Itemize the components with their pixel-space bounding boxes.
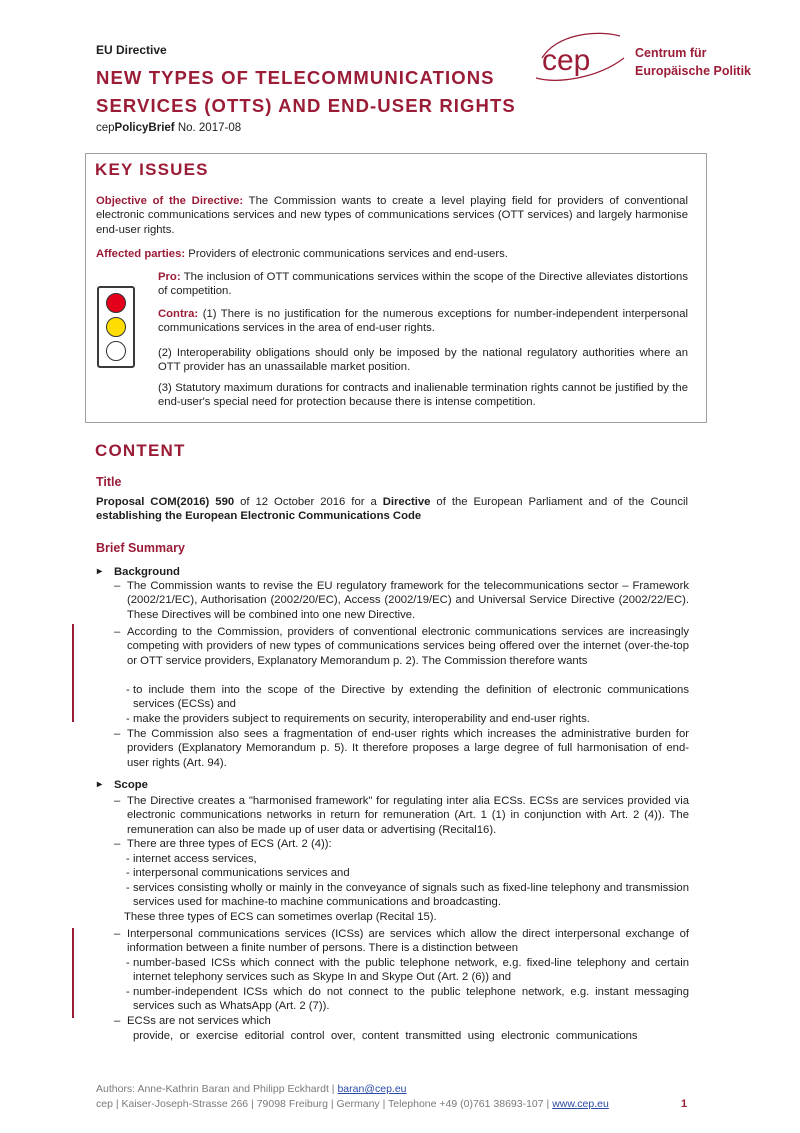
list-item: – Interpersonal communications services (ICSs) are services which allow the direct interpersonal exchange of information between a finite number of persons. There is a distinction between: [127, 927, 689, 956]
list-item: – The Commission also sees a fragmentation of end-user rights which increases the administrative burden for providers (Explanatory Memorandum p. 5). It therefore proposes a large degree of full harmonisation of end-user rights (Art. 94).: [127, 727, 689, 770]
pro-paragraph: [158, 270, 688, 299]
key-issues-heading: KEY ISSUES: [95, 160, 209, 179]
brief-prefix: cep: [96, 122, 115, 134]
brief-bold: PolicyBrief: [114, 122, 175, 134]
contra-paragraph-2: (2) Interoperability obligations should only be imposed by the national regulatory authorities where an OTT provider has an unassailable market position.: [158, 347, 688, 374]
sub-list-item: - provide, or exercise editorial control over, content transmitted using electronic communications: [133, 1029, 689, 1043]
affected-text: Providers of electronic communications services and end-users.: [185, 248, 508, 260]
objective-text: The Commission wants to create a level playing field for providers of conventional electronic communications services and new types of communications services (OTT services) and largely harmonise end-user rights.: [96, 195, 688, 236]
authors-text: Authors: Anne-Kathrin Baran and Philipp Eckhardt |: [96, 1083, 338, 1095]
contra-label: Contra:: [158, 308, 199, 320]
pro-label: Pro:: [158, 271, 181, 283]
sub-list-item: - interpersonal communications services and: [133, 866, 689, 880]
organisation-name: [635, 44, 751, 80]
proposal-body: of the European Parliament and of the Council: [430, 496, 688, 508]
traffic-light-icon: [97, 286, 135, 368]
sub-list-item: - services consisting wholly or mainly in the conveyance of signals such as fixed-line telephony and transmission services used for machine-to machine communications and broadcasting.: [133, 881, 689, 910]
footer-address: [96, 1097, 609, 1111]
footer-authors: [96, 1082, 407, 1096]
proposal-date: of 12 October 2016 for a: [234, 496, 383, 508]
list-item: – ECSs are not services which: [127, 1014, 689, 1028]
red-lamp: [106, 293, 126, 313]
proposal-subject: establishing the European Electronic Communications Code: [96, 510, 422, 523]
logo-text: cep: [542, 44, 591, 77]
title-line-1: NEW TYPES OF TELECOMMUNICATIONS: [96, 67, 495, 88]
objective-paragraph: [96, 194, 688, 237]
email-link[interactable]: baran@cep.eu: [337, 1083, 407, 1095]
list-item: – The Commission wants to revise the EU regulatory framework for the telecommunications sector – Framework (2002/21/EC), Authorisation (2002/20/EC), Access (2002/19/EC) and Universal Service Directive (2002/22/EC). These Directives will be combined into one new Directive.: [127, 579, 689, 622]
cep-logo: [528, 28, 628, 84]
margin-marker: [72, 928, 74, 1018]
objective-label: Objective of the Directive:: [96, 195, 244, 207]
proposal-number: Proposal COM(2016) 590: [96, 496, 235, 508]
sub-list-item: - make the providers subject to requirements on security, interoperability and end-user rights.: [133, 712, 689, 726]
proposal-type: Directive: [382, 496, 431, 508]
yellow-lamp: [106, 317, 126, 337]
sub-list-item: - internet access services,: [133, 852, 689, 866]
org-line-1: Centrum für: [635, 46, 707, 60]
background-heading: ▸ Background: [114, 565, 180, 579]
scope-heading: ▸ Scope: [114, 778, 148, 792]
sub-list-item: - number-based ICSs which connect with the public telephone network, e.g. fixed-line telephony and certain internet telephony services such as Skype In and Skype Out (Art. 2 (6)) and: [133, 956, 689, 985]
policy-brief-number: [96, 121, 241, 135]
list-item: – The Directive creates a "harmonised framework" for regulating inter alia ECSs. ECSs are services provided via electronic communications networks in return for remuneration (Art. 1 (1) in conjunction with Art. 2 (4)). The remuneration can also be made up of user data or advertising (Recital16).: [127, 794, 689, 837]
brief-no: No. 2017-08: [174, 122, 242, 134]
title-heading: Title: [96, 475, 122, 489]
pro-text: The inclusion of OTT communications services within the scope of the Directive alleviates distortions of competition.: [158, 271, 688, 298]
white-lamp: [106, 341, 126, 361]
list-note: These three types of ECS can sometimes overlap (Recital 15).: [124, 911, 437, 923]
address-text: cep | Kaiser-Joseph-Strasse 266 | 79098 Freiburg | Germany | Telephone +49 (0)761 38693-107 |: [96, 1098, 553, 1110]
sub-list-item: - number-independent ICSs which do not connect to the public telephone network, e.g. instant messaging services such as WhatsApp (Art. 2 (7)).: [133, 985, 689, 1014]
website-link[interactable]: www.cep.eu: [552, 1098, 609, 1110]
affected-label: Affected parties:: [96, 248, 186, 260]
content-heading: CONTENT: [95, 441, 186, 460]
page-number: 1: [681, 1098, 688, 1110]
document-title: [96, 64, 536, 120]
affected-parties-paragraph: [96, 247, 688, 261]
list-item: – According to the Commission, providers of conventional electronic communications services are increasingly competing with providers of new types of communications services being offered over the internet (over-the-top or OTT service providers, Explanatory Memorandum p. 2). The Commission therefore wants: [127, 625, 689, 668]
contra-paragraph-3: (3) Statutory maximum durations for contracts and inalienable termination rights cannot be justified by the end-user's special need for protection because there is intense competition.: [158, 382, 688, 409]
org-line-2: Europäische Politik: [635, 64, 752, 78]
title-line-2: SERVICES (OTTS) AND END-USER RIGHTS: [96, 95, 516, 116]
document-type: EU Directive: [96, 43, 167, 57]
margin-marker: [72, 624, 74, 722]
brief-summary-heading: Brief Summary: [96, 541, 185, 555]
proposal-title: [96, 495, 688, 524]
contra-paragraph-1: [158, 307, 688, 336]
sub-list-item: - to include them into the scope of the Directive by extending the definition of electronic communications services (ECSs) and: [133, 683, 689, 712]
contra-1-text: (1) There is no justification for the numerous exceptions for number-independent interpersonal communications services in the area of end-user rights.: [158, 308, 688, 335]
list-item: – There are three types of ECS (Art. 2 (4)):: [127, 837, 689, 851]
